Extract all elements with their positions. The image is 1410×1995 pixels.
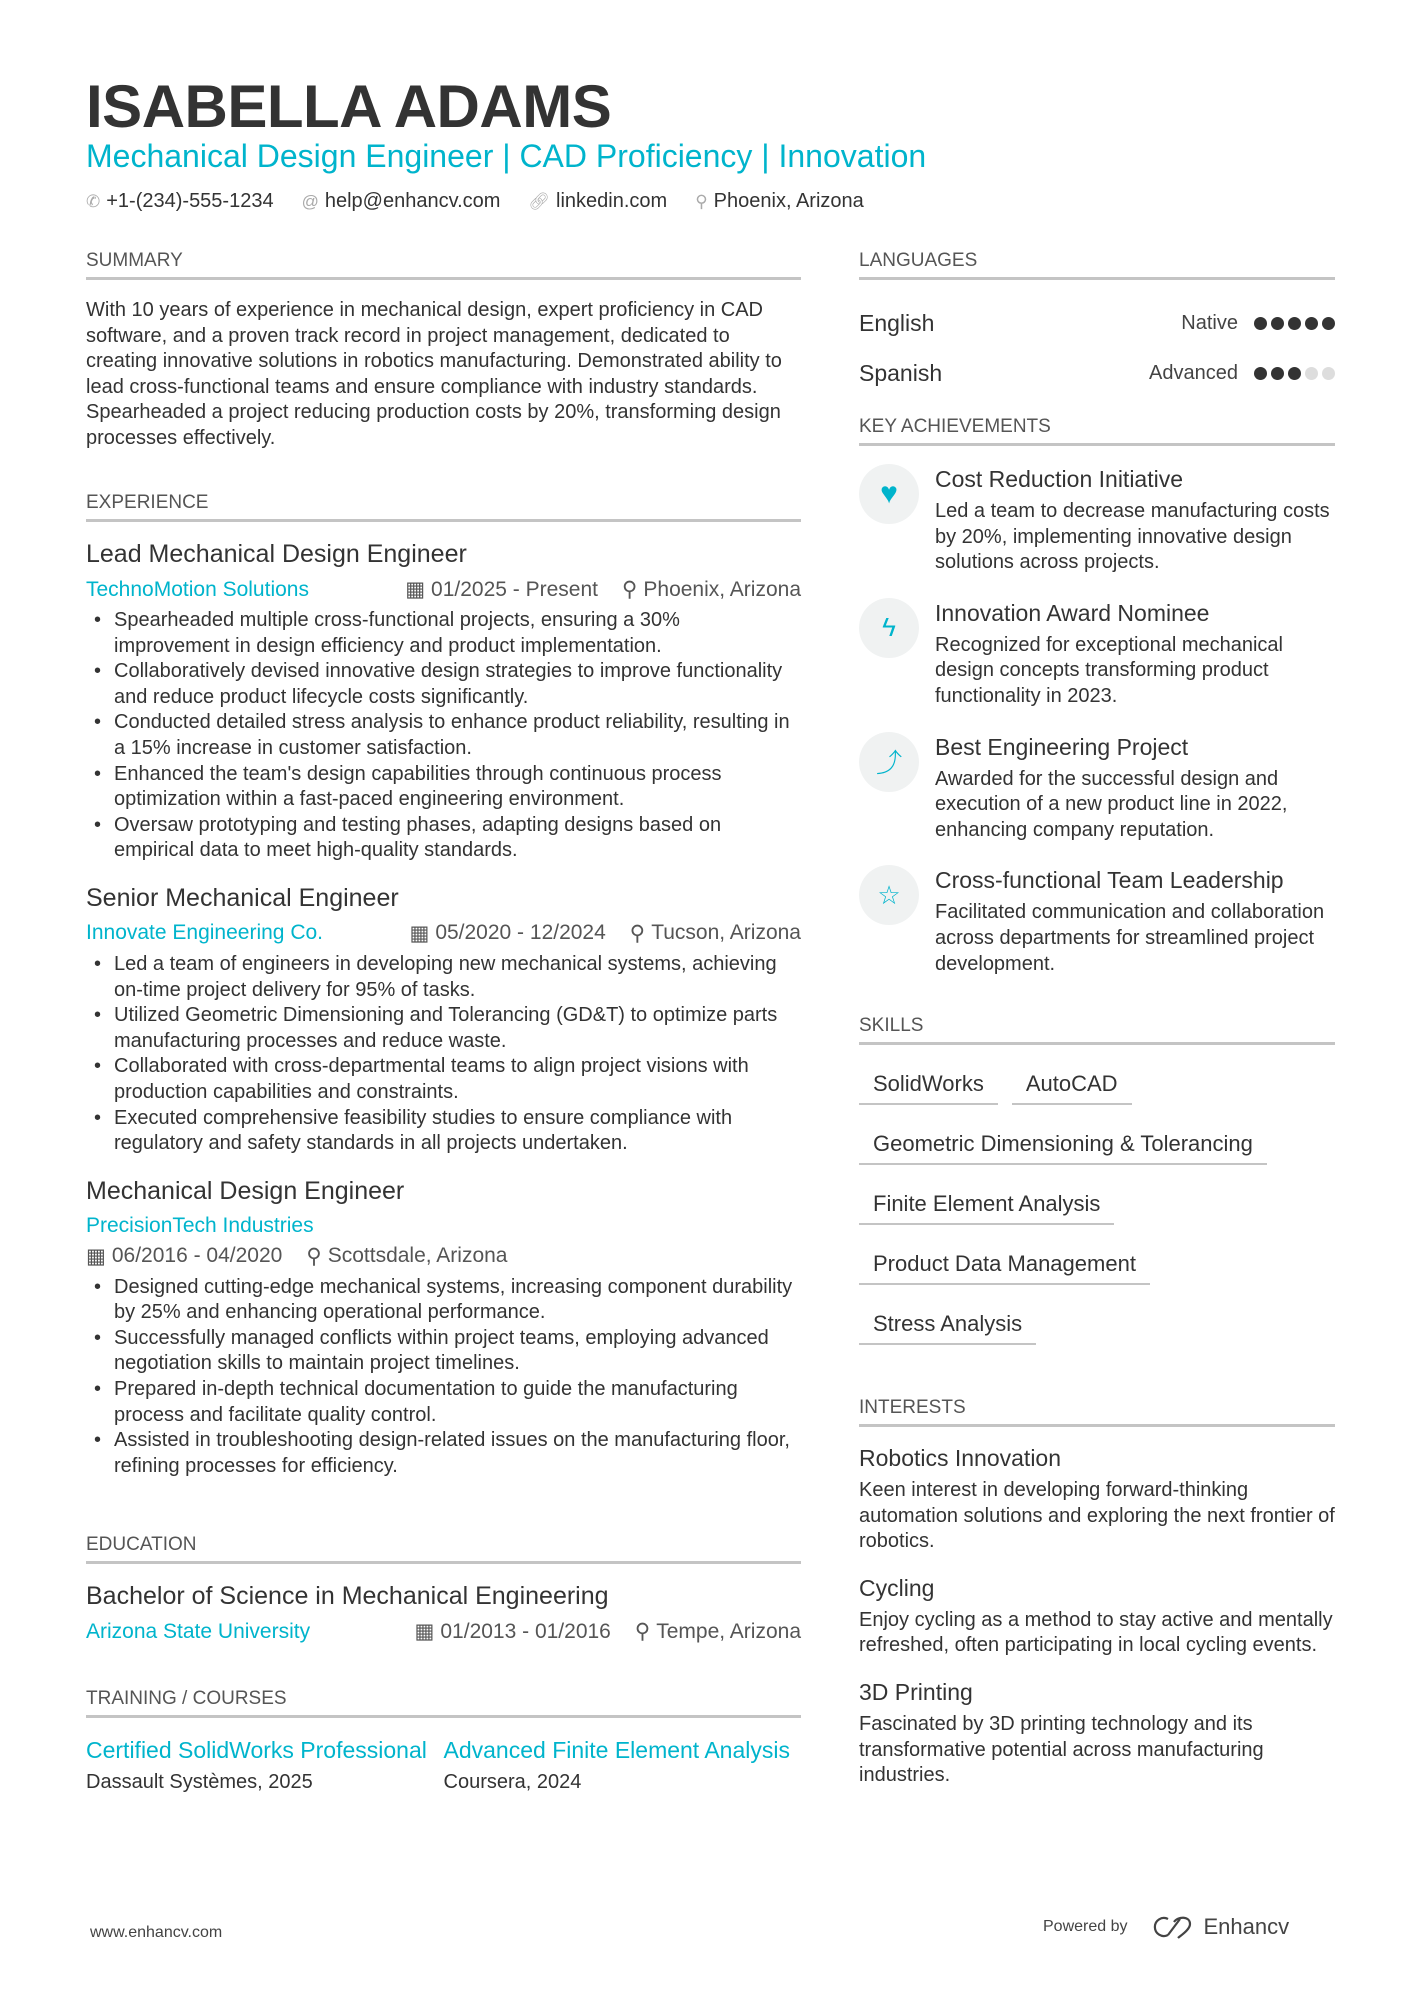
achievement-text: Facilitated communication and collaboration across departments for streamlined project development. [935, 901, 1325, 975]
job-entry [86, 884, 801, 1157]
contact-location [695, 190, 864, 213]
footer-website[interactable]: www.enhancv.com [90, 1924, 223, 1941]
rating-dot [1271, 317, 1284, 330]
contact-linkedin[interactable] [528, 190, 667, 213]
job-bullet: • Assisted in troubleshooting design-related issues on the manufacturing floor, refining processes for efficiency. [86, 1428, 801, 1479]
section-heading: INTERESTS [859, 1397, 1335, 1427]
achievement-title: Best Engineering Project [935, 733, 1189, 760]
enhancv-brand: Enhancv [1203, 1914, 1290, 1939]
job-bullet: • Successfully managed conflicts within project teams, employing advanced negotiation skills to maintain project timelines. [86, 1326, 801, 1377]
summary-text: With 10 years of experience in mechanical design, expert proficiency in CAD software, and a proven track record in project management, dedicated to creating innovative solutions in robotics manufacturing. Demonstrated ability to lead cross-functional teams and ensure compliance with industry standards. Spearheaded a project reducing production costs by 20%, transforming design processes effectively. [86, 299, 782, 449]
location-icon: ⚲ [695, 191, 708, 211]
calendar-icon: ▦ [405, 578, 426, 601]
job-bullet: • Oversaw prototyping and testing phases, adapting designs based on empirical data to meet high-quality standards. [86, 813, 801, 864]
interest-text: Fascinated by 3D printing technology and its transformative potential across manufacturing industries. [859, 1712, 1264, 1787]
training-section [86, 1688, 801, 1796]
language-level: Native [1181, 311, 1238, 334]
job-location: Phoenix, Arizona [643, 577, 801, 601]
interest-item [859, 1679, 1335, 1789]
calendar-icon: ▦ [409, 921, 430, 945]
contact-bar [86, 190, 864, 213]
experience-section [86, 492, 801, 1499]
interest-title: 3D Printing [859, 1678, 973, 1705]
job-dates: 01/2025 - Present [431, 577, 598, 601]
contact-email[interactable] [302, 190, 501, 213]
achievement-text: Led a team to decrease manufacturing costs by 20%, implementing innovative design solutions across projects. [935, 500, 1330, 574]
edu-location: Tempe, Arizona [656, 1619, 801, 1643]
interests-section [859, 1397, 1335, 1809]
language-level: Advanced [1149, 361, 1238, 384]
skills-section [859, 1015, 1335, 1363]
rating-dot [1254, 367, 1267, 380]
achievement-item [859, 598, 1335, 710]
achievement-text: Recognized for exceptional mechanical design concepts transforming product functionality in 2023. [935, 633, 1283, 707]
lightning-icon: ϟ [859, 598, 919, 658]
job-bullet: • Led a team of engineers in developing new mechanical systems, achieving on-time project delivery for 95% of tasks. [86, 952, 801, 1003]
link-icon: 🔗︎ [528, 191, 551, 211]
section-heading: EDUCATION [86, 1534, 801, 1564]
education-section [86, 1534, 801, 1650]
job-bullet: • Enhanced the team's design capabilities through continuous process optimization within a fast-paced engineering environment. [86, 762, 801, 813]
interest-item [859, 1575, 1335, 1659]
at-icon: @ [301, 191, 319, 211]
rating-dot [1322, 317, 1335, 330]
achievement-title: Innovation Award Nominee [935, 599, 1210, 626]
achievement-title: Cross-functional Team Leadership [935, 867, 1284, 894]
edu-dates: 01/2013 - 01/2016 [440, 1619, 611, 1643]
job-title: Lead Mechanical Design Engineer [86, 540, 467, 568]
job-bullet: • Spearheaded multiple cross-functional projects, ensuring a 30% improvement in design efficiency and product implementation. [86, 608, 801, 659]
interest-title: Cycling [859, 1574, 935, 1601]
course-title: Certified SolidWorks Professional [86, 1737, 427, 1763]
interest-title: Robotics Innovation [859, 1445, 1062, 1471]
achievement-item [859, 865, 1335, 977]
achievements-section [859, 416, 1335, 999]
interest-item [859, 1445, 1335, 1555]
achievement-item [859, 464, 1335, 576]
skill-tag: SolidWorks [859, 1063, 998, 1105]
rating-dot [1322, 367, 1335, 380]
interest-text: Keen interest in developing forward-thinking automation solutions and exploring the next frontier of robotics. [859, 1479, 1335, 1553]
achievement-item [859, 732, 1335, 844]
interest-text: Enjoy cycling as a method to stay active and mentally refreshed, often participating in local cycling events. [859, 1608, 1333, 1657]
school: Arizona State University [86, 1619, 311, 1643]
section-heading: SKILLS [859, 1015, 1335, 1045]
achievement-title: Cost Reduction Initiative [935, 466, 1184, 492]
language-rating [1254, 317, 1335, 330]
candidate-name: ISABELLA ADAMS [86, 73, 612, 140]
skill-tag: Product Data Management [859, 1243, 1150, 1285]
job-title: Senior Mechanical Engineer [86, 883, 399, 912]
rating-dot [1288, 317, 1301, 330]
job-entry [86, 540, 801, 864]
linkedin-text: linkedin.com [556, 190, 668, 212]
headline: Mechanical Design Engineer | CAD Proficiency | Innovation [86, 138, 927, 174]
degree: Bachelor of Science in Mechanical Engineering [86, 1582, 609, 1610]
job-entry [86, 1177, 801, 1480]
course-provider: Coursera, 2024 [443, 1771, 582, 1793]
job-location: Tucson, Arizona [651, 921, 801, 945]
job-bullet: • Conducted detailed stress analysis to enhance product reliability, resulting in a 15% increase in customer satisfaction. [86, 710, 801, 761]
skill-tag: Geometric Dimensioning & Tolerancing [859, 1123, 1267, 1165]
skill-tag: Stress Analysis [859, 1303, 1036, 1345]
course-provider: Dassault Systèmes, 2025 [86, 1771, 313, 1793]
job-bullet: • Prepared in-depth technical documentation to guide the manufacturing process and facilitate quality control. [86, 1377, 801, 1428]
calendar-icon: ▦ [86, 1244, 106, 1268]
section-heading: LANGUAGES [859, 250, 1335, 280]
rating-dot [1305, 367, 1318, 380]
course-item [86, 1736, 444, 1796]
course-item [444, 1736, 802, 1796]
rating-dot [1254, 317, 1267, 330]
location-icon: ⚲ [629, 921, 646, 945]
skill-tag: AutoCAD [1012, 1063, 1132, 1105]
contact-phone[interactable] [86, 190, 274, 213]
section-heading: KEY ACHIEVEMENTS [859, 416, 1335, 446]
heart-icon: ♥ [859, 464, 919, 524]
language-item [859, 348, 1335, 398]
strategy-icon: ⤴ [859, 732, 919, 792]
job-location: Scottsdale, Arizona [327, 1244, 508, 1268]
location-icon: ⚲ [634, 1620, 651, 1643]
enhancv-logo-icon [1150, 1914, 1196, 1940]
section-heading: SUMMARY [86, 250, 801, 280]
job-bullet: • Collaborated with cross-departmental teams to align project visions with production capabilities and constraints. [86, 1054, 801, 1105]
footer-branding [1043, 1914, 1289, 1940]
course-title: Advanced Finite Element Analysis [443, 1737, 790, 1763]
rating-dot [1271, 367, 1284, 380]
job-title: Mechanical Design Engineer [86, 1176, 405, 1205]
company-name: Innovate Engineering Co. [86, 921, 323, 945]
job-bullet: • Utilized Geometric Dimensioning and Tolerancing (GD&T) to optimize parts manufacturing processes and reduce waste. [86, 1003, 801, 1054]
email-text: help@enhancv.com [324, 190, 501, 212]
language-name: Spanish [859, 359, 943, 386]
achievement-text: Awarded for the successful design and execution of a new product line in 2022, enhancing company reputation. [935, 767, 1288, 841]
job-dates: 06/2016 - 04/2020 [111, 1244, 283, 1268]
rating-dot [1305, 317, 1318, 330]
company-name: PrecisionTech Industries [86, 1213, 314, 1237]
calendar-icon: ▦ [414, 1620, 435, 1643]
job-dates: 05/2020 - 12/2024 [435, 921, 606, 945]
section-heading: TRAINING / COURSES [86, 1688, 801, 1718]
languages-section [859, 250, 1335, 398]
phone-text: +1-(234)-555-1234 [106, 190, 274, 212]
star-icon: ☆ [859, 865, 919, 925]
job-bullet: • Designed cutting-edge mechanical systems, increasing component durability by 25% and enhancing operational performance. [86, 1275, 801, 1326]
rating-dot [1288, 367, 1301, 380]
section-heading: EXPERIENCE [86, 492, 801, 522]
language-rating [1254, 367, 1335, 380]
language-item [859, 298, 1335, 348]
skill-tag: Finite Element Analysis [859, 1183, 1114, 1225]
company-name: TechnoMotion Solutions [86, 577, 309, 601]
location-icon: ⚲ [622, 578, 638, 601]
phone-icon: ✆ [86, 191, 101, 211]
language-name: English [859, 309, 935, 336]
summary-section [86, 250, 801, 452]
location-icon: ⚲ [306, 1244, 322, 1268]
job-bullet: • Collaboratively devised innovative design strategies to improve functionality and reduce product lifecycle costs significantly. [86, 659, 801, 710]
location-text: Phoenix, Arizona [713, 190, 864, 212]
powered-by: Powered by [1043, 1918, 1128, 1935]
job-bullet: • Executed comprehensive feasibility studies to ensure compliance with regulatory and safety standards in all projects undertaken. [86, 1106, 801, 1157]
